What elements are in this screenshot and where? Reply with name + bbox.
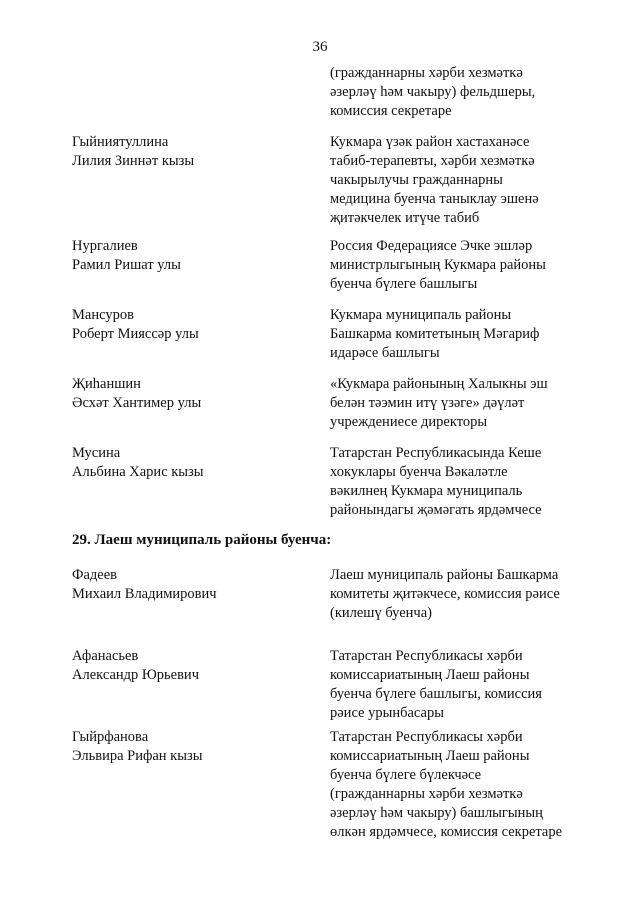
position-line: районындагы җәмәгать ярдәмчесе [330,502,542,518]
member-surname: Нургалиев [72,238,138,254]
member-given-name: Лилия Зиннәт кызы [72,153,195,169]
position-line: Лаеш муниципаль районы Башкарма [330,567,559,583]
position-line: Татарстан Республикасы хәрби [330,729,523,745]
position-line: комиссариатының Лаеш районы [330,748,530,764]
member-given-name: Эльвира Рифан кызы [72,748,203,764]
member-name [72,647,302,685]
position-line: буенча бүлеге бүлекчәсе [330,767,482,783]
member-position [330,566,574,623]
page-number: 36 [312,39,328,55]
position-line: әзерләү һәм чакыру) фельдшеры, [330,84,536,100]
member-name [72,444,302,482]
position-line: (гражданнарны хәрби хезмәткә [330,65,523,81]
member-surname: Фадеев [72,567,117,583]
position-line: комиссариатының Лаеш районы [330,667,530,683]
position-line: медицина буенча таныклау эшенә [330,191,539,207]
member-name [72,728,302,766]
position-line: вәкилнең Кукмара муниципаль [330,483,523,499]
member-surname: Гыйрфанова [72,729,149,745]
position-line: «Кукмара районының Халыкны эш [330,376,548,392]
position-line: учреждениесе директоры [330,414,488,430]
member-name [72,375,302,413]
member-given-name: Альбина Харис кызы [72,464,204,480]
position-line: комиссия секретаре [330,103,452,119]
position-line: Татарстан Республикасы хәрби [330,648,523,664]
member-name [72,133,302,171]
position-line: министрлыгының Кукмара районы [330,257,546,273]
position-line: идарәсе башлыгы [330,345,440,361]
position-line: комитеты җитәкчесе, комиссия рәисе [330,586,560,602]
position-line: Башкарма комитетының Мәгариф [330,326,540,342]
section-heading: 29. Лаеш муниципаль районы буенча: [72,532,332,548]
member-given-name: Рамил Ришат улы [72,257,181,273]
position-line: рәисе урынбасары [330,705,444,721]
position-line: хокуклары буенча Вәкаләтле [330,464,508,480]
position-line: (гражданнарны хәрби хезмәткә [330,786,523,802]
position-line: өлкән ярдәмчесе, комиссия секретаре [330,824,563,840]
member-position [330,444,574,520]
member-given-name: Әсхәт Хантимер улы [72,395,202,411]
member-surname: Мансуров [72,307,134,323]
member-position [330,306,574,363]
position-line: җитәкчелек итүче табиб [330,210,480,226]
member-surname: Гыйниятуллина [72,134,169,150]
position-line: табиб-терапевты, хәрби хезмәткә [330,153,535,169]
position-line: әзерләү һәм чакыру) башлыгының [330,805,543,821]
member-name [72,566,302,604]
member-surname: Мусина [72,445,121,461]
position-line: буенча бүлеге башлыгы, комиссия [330,686,542,702]
member-position [330,237,574,294]
position-line: Россия Федерациясе Эчке эшләр [330,238,533,254]
position-line: чакырылучы гражданнарны [330,172,503,188]
position-line: буенча бүлеге башлыгы [330,276,478,292]
position-line: белән тәэмин итү үзәге» дәүләт [330,395,525,411]
continuation-position [330,64,574,121]
position-line: Кукмара муниципаль районы [330,307,512,323]
member-position [330,728,574,842]
member-given-name: Михаил Владимирович [72,586,217,602]
position-line: (килешү буенча) [330,605,432,621]
member-surname: Җиһаншин [72,376,141,392]
position-line: Кукмара үзәк район хастаханәсе [330,134,530,150]
member-position [330,133,574,228]
member-given-name: Роберт Мияссәр улы [72,326,199,342]
member-given-name: Александр Юрьевич [72,667,199,683]
member-name [72,237,302,275]
member-position [330,647,574,723]
position-line: Татарстан Республикасында Кеше [330,445,542,461]
member-surname: Афанасьев [72,648,139,664]
member-position [330,375,574,432]
member-name [72,306,302,344]
